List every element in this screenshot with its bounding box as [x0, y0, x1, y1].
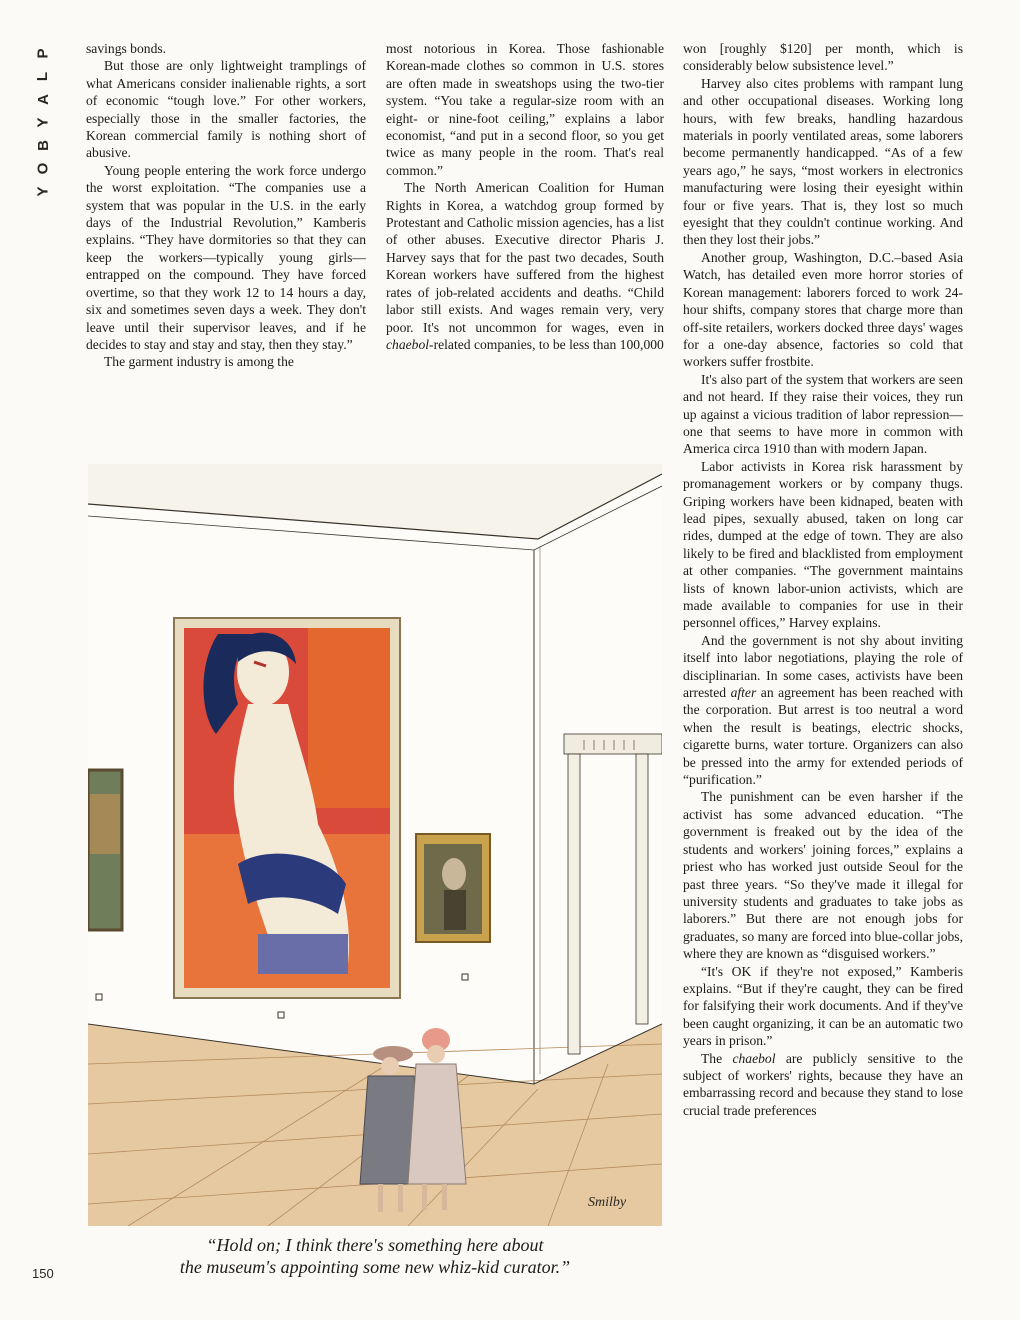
italic-term: chaebol	[386, 336, 430, 352]
text-run: an agreement has been reached with the corporation. But arrest is too neutral a word when the result is beatings, electric shocks, cigarette burns, water torture. Organizers can also be pressed into the army for extended periods of “purification.”	[683, 685, 964, 788]
paragraph: Harvey also cites problems with rampant lung and other occupational diseases. Working long hours, with few breaks, handling hazardous materials in poorly ventilated areas, some laborers become permanently handicapped. “As of a few years ago,” he says, “most workers in electronics manufacturing were losing their eyesight within four or five years. That is, they lost so much eyesight that they couldn't continue working. And then they lost their jobs.”	[683, 75, 963, 248]
italic-term: chaebol	[732, 1050, 776, 1066]
text-run: -related companies, to be less than 100,000	[429, 336, 664, 352]
text-run: The North American Coalition for Human Rights in Korea, a watchdog group formed by Protestant and Catholic mission agencies, has a list of other abuses. Executive director Pharis J. Harvey says that for the past two decades, South Korean workers have suffered from the highest rates of job-related accidents and deaths. “Child labor still exists. And wages remain very, very poor. It's not uncommon for wages, even in	[386, 180, 664, 335]
running-head-letter: B	[34, 140, 52, 151]
running-head-letter: Y	[34, 117, 52, 128]
page-number: 150	[32, 1266, 54, 1281]
running-head-letter: Y	[34, 186, 52, 197]
paragraph: “It's OK if they're not exposed,” Kamberis explains. “But if they're caught, they can be fired for falsifying their work documents. And if they've been caught organizing, it can be an automatic two years in prison.”	[683, 963, 963, 1049]
caption-line: “Hold on; I think there's something here about	[206, 1235, 544, 1255]
paragraph: savings bonds.	[86, 41, 167, 56]
paragraph: It's also part of the system that workers are seen and not heard. If they raise their voices, they run up against a vicious tradition of labor repression—one that seems to have more in common with America circa 1910 than with modern Japan.	[683, 371, 963, 457]
running-head-letter: O	[34, 162, 52, 175]
caption-line: the museum's appointing some new whiz-kid curator.”	[179, 1257, 571, 1277]
paragraph: The garment industry is among the	[104, 354, 294, 370]
text-run: The	[701, 1050, 723, 1066]
text-column-2	[386, 40, 664, 353]
running-head-letter: P	[34, 48, 52, 59]
running-head-letter: L	[34, 71, 52, 82]
paragraph	[683, 632, 963, 789]
text-column-1	[86, 40, 366, 371]
paragraph: won [roughly $120] per month, which is considerably below subsistence level.”	[683, 41, 963, 74]
running-head	[30, 42, 56, 203]
cartoon-illustration	[88, 464, 662, 1226]
text-run: are publicly sensitive to the subject of workers' rights, because they have an embarrassing record and because they stand to lose crucial trade preferences	[683, 1050, 964, 1118]
cartoon-caption	[120, 1234, 630, 1278]
paragraph: Another group, Washington, D.C.–based Asia Watch, has detailed even more horror stories of Korean management: laborers forced to work 24-hour shifts, company stores that charge more than off-site retailers, workers docked three days' wages for a one-day absence, factories so cold that workers suffer frostbite.	[683, 249, 963, 370]
paragraph: most notorious in Korea. Those fashionable Korean-made clothes so common in U.S. stores are often made in sweatshops using the two-tier system. “You take a regular-size room with an eight- or nine-foot ceiling,” explains a labor economist, “and put in a second floor, so you get twice as many people in the room. That's real common.”	[386, 41, 664, 178]
paragraph	[683, 1050, 963, 1120]
paragraph: Labor activists in Korea risk harassment by promanagement workers or by company thugs. Griping workers have been kidnaped, beaten with lead pipes, sexually abused, taken on long car rides, dumped at the edge of town. They are also likely to be fired and blacklisted from employment at other companies. “The government maintains lists of known labor-union activists, which are made available to companies for use in their personnel offices,” Harvey explains.	[683, 458, 963, 631]
paragraph: The punishment can be even harsher if the activist has some advanced education. “The government is freaked out by the idea of the students and workers' joining forces,” explains a priest who has worked just outside Seoul for the past three years. “So they've made it illegal for university students and graduates to take jobs as laborers.” But there are not enough jobs for graduates, so many are forced into blue-collar jobs, where they are known as “disguised workers.”	[683, 789, 963, 962]
running-head-letter: A	[34, 94, 52, 105]
paragraph: Young people entering the work force undergo the worst exploitation. “The companies use a system that was popular in the U.S. in the early days of the Industrial Revolution,” Kamberis explains. “They have dormitories so that they can keep the workers—typically young girls—entrapped on the compound. They have forced overtime, so that they work 12 to 14 hours a day, six and sometimes seven days a week. They don't leave until their supervisor leaves, and if he decides to stay and stay and stay, then they stay.”	[86, 162, 366, 352]
text-run: And the government is not shy about inviting itself into labor negotiations, playing the role of disciplinarian. In some cases, activists have been arrested	[683, 632, 963, 701]
paragraph	[386, 179, 664, 353]
paragraph: But those are only lightweight tramplings of what Americans consider inalienable rights, a sort of economic “tough love.” For other workers, especially those in the smaller factories, the Korean commercial family is nothing short of abusive.	[86, 58, 366, 161]
text-column-3	[683, 40, 963, 1119]
cartoonist-signature: Smilby	[588, 1195, 627, 1210]
italic-term: after	[730, 685, 757, 701]
